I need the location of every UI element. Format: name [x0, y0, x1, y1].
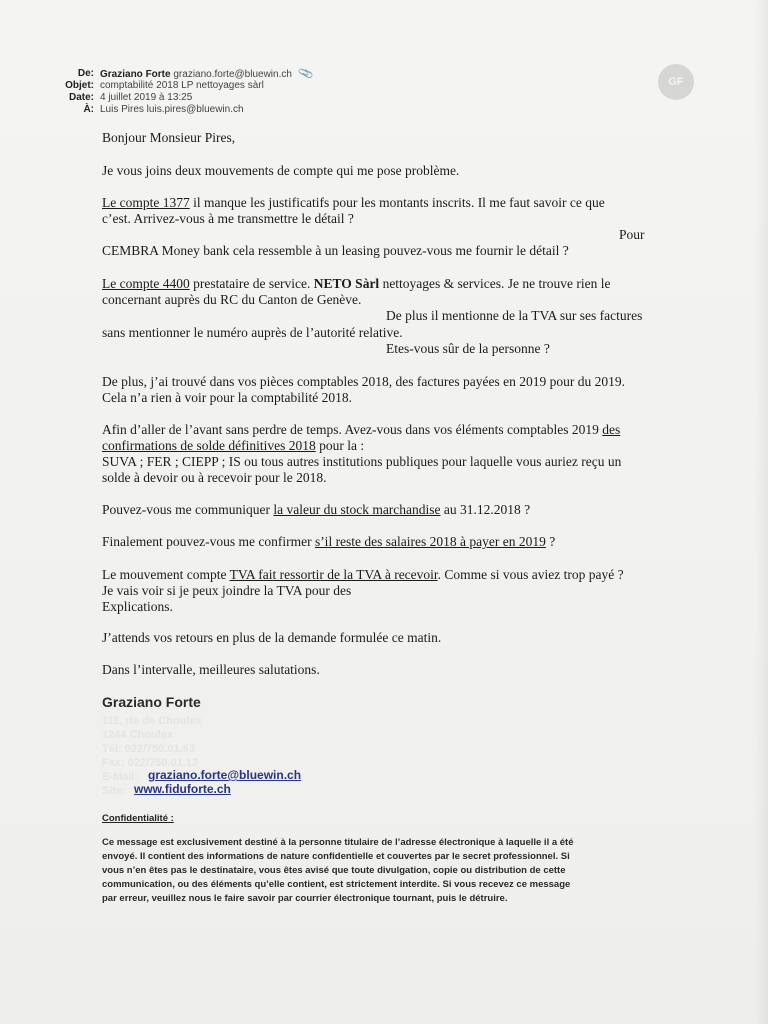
paragraph-confirmations-line4: solde à devoir ou à recevoir pour le 2018. [102, 470, 327, 485]
signature-address2: 1244 Choulex [102, 729, 173, 741]
paragraph-confirmations-line1 [102, 422, 620, 438]
text-span: au 31.12.2018 ? [440, 502, 531, 517]
text-span: pour la : [315, 438, 365, 453]
paperclip-icon: 📎 [297, 66, 315, 82]
paragraph-salutations: Dans l’intervalle, meilleures salutations. [102, 662, 320, 677]
confirmations-ref: confirmations de solde définitives 2018 [102, 438, 316, 453]
header-date-row [40, 92, 312, 104]
text-span: Afin d’aller de l’avant sans perdre de temps. Avez-vous dans vos éléments comptables 2019 [102, 422, 603, 437]
subject-value: comptabilité 2018 LP nettoyages sàrl [100, 80, 264, 91]
signature-site-label: Site: [102, 785, 126, 797]
confidentiality-line: communication, ou des éléments qu’elle contient, est strictement interdite. Si vous recevez ce message [102, 879, 571, 890]
from-value [100, 66, 315, 82]
sender-avatar: GF [658, 64, 694, 100]
paragraph-salaires [102, 534, 555, 550]
to-label: À: [83, 104, 94, 115]
text-span: Finalement pouvez-vous me confirmer [102, 534, 315, 549]
paragraph-compte-1377-line1 [102, 195, 605, 211]
from-label: De: [77, 68, 94, 79]
header-to-row [40, 104, 312, 116]
text-span: nettoyages & services. Je ne trouve rien le [379, 276, 611, 291]
paragraph-compte-1377-line2: c’est. Arrivez-vous à me transmettre le détail ? [102, 211, 354, 226]
signature-site-link[interactable]: www.fiduforte.ch [134, 782, 231, 796]
paragraph-compte-4400-line2: concernant auprès du RC du Canton de Genève. [102, 292, 362, 307]
underlined-text: des [602, 422, 621, 437]
neto-sarl: NETO Sàrl [313, 276, 380, 291]
email-header [40, 66, 315, 116]
paragraph-intro: Je vous joins deux mouvements de compte qui me pose problème. [102, 163, 460, 178]
paragraph-factures-line1: De plus, j’ai trouvé dans vos pièces comptables 2018, des factures payées en 2019 pour du 2019. [102, 374, 625, 389]
paragraph-retours: J’attends vos retours en plus de la demande formulée ce matin. [102, 630, 442, 645]
paragraph-tva-line3: Explications. [102, 599, 173, 614]
text-span: . Comme si vous aviez trop payé ? [437, 567, 624, 582]
paragraph-stock [102, 502, 530, 518]
text-span: prestataire de service. [189, 276, 314, 291]
date-value: 4 juillet 2019 à 13:25 [100, 92, 193, 103]
to-value: Luis Pires luis.pires@bluewin.ch [100, 104, 244, 115]
header-from-row [40, 66, 315, 82]
paragraph-compte-4400-line3: De plus il mentionne de la TVA sur ses factures [386, 308, 643, 323]
text-span: ? [545, 534, 556, 549]
page-edge-shadow [754, 0, 768, 1024]
signature-tel: Tél: 022/750.01.63 [102, 743, 195, 755]
confidentiality-line: par erreur, veuillez nous le faire savoir par courrier électronique tournant, puis le détruire. [102, 893, 508, 904]
paragraph-compte-4400-line1 [102, 276, 610, 292]
from-name: Graziano Forte [100, 69, 171, 80]
signature-fax: Fax: 022/750.01.13 [102, 757, 199, 769]
greeting: Bonjour Monsieur Pires, [102, 130, 236, 145]
text-span: Pouvez-vous me communiquer [102, 502, 274, 517]
signature-email-link[interactable]: graziano.forte@bluewin.ch [148, 768, 302, 782]
paragraph-tva-line1 [102, 567, 624, 583]
paragraph-factures-line2: Cela n’a rien à voir pour la comptabilité 2018. [102, 390, 353, 405]
compte-4400-ref: Le compte 4400 [102, 276, 190, 291]
confidentiality-line: Ce message est exclusivement destiné à la personne titulaire de l’adresse électronique à laquelle il a été [102, 837, 574, 848]
paragraph-cembra: CEMBRA Money bank cela ressemble à un leasing pouvez-vous me fournir le détail ? [102, 243, 569, 258]
signature-email-label: E-Mail: [102, 771, 139, 783]
header-subject-row [40, 80, 312, 92]
paragraph-compte-4400-line5: Etes-vous sûr de la personne ? [386, 341, 550, 356]
confidentiality-title: Confidentialité : [102, 813, 174, 824]
signature-address1: 111, rte de Choulex [102, 715, 202, 727]
confidentiality-notice [102, 836, 702, 906]
confidentiality-line: envoyé. Il contient des informations de nature confidentielle et couvertes par le secret professionnel. Si [102, 851, 570, 862]
date-label: Date: [68, 92, 94, 103]
paragraph-tva-line2: Je vais voir si je peux joindre la TVA pour des [102, 583, 352, 598]
subject-label: Objet: [65, 80, 94, 91]
text-span: Le mouvement compte [102, 567, 230, 582]
tva-ref: TVA fait ressortir de la TVA à recevoir [229, 567, 438, 582]
compte-1377-ref: Le compte 1377 [102, 195, 190, 210]
stock-ref: la valeur du stock marchandise [273, 502, 441, 517]
confidentiality-line: vous n’en êtes pas le destinataire, vous êtes avisé que toute divulgation, copie ou distribution de cette [102, 865, 566, 876]
signature-name: Graziano Forte [102, 694, 201, 710]
salaires-ref: s’il reste des salaires 2018 à payer en 2019 [314, 534, 546, 549]
paragraph-compte-4400-line4: sans mentionner le numéro auprès de l’autorité relative. [102, 325, 403, 340]
paragraph-confirmations-line3: SUVA ; FER ; CIEPP ; IS ou tous autres institutions publiques pour laquelle vous auriez reçu un [102, 454, 622, 469]
paragraph-pour: Pour [619, 227, 645, 242]
paragraph-confirmations-line2 [102, 438, 364, 454]
text-span: il manque les justificatifs pour les montants inscrits. Il me faut savoir ce que [189, 195, 605, 210]
from-email: graziano.forte@bluewin.ch [173, 69, 292, 80]
